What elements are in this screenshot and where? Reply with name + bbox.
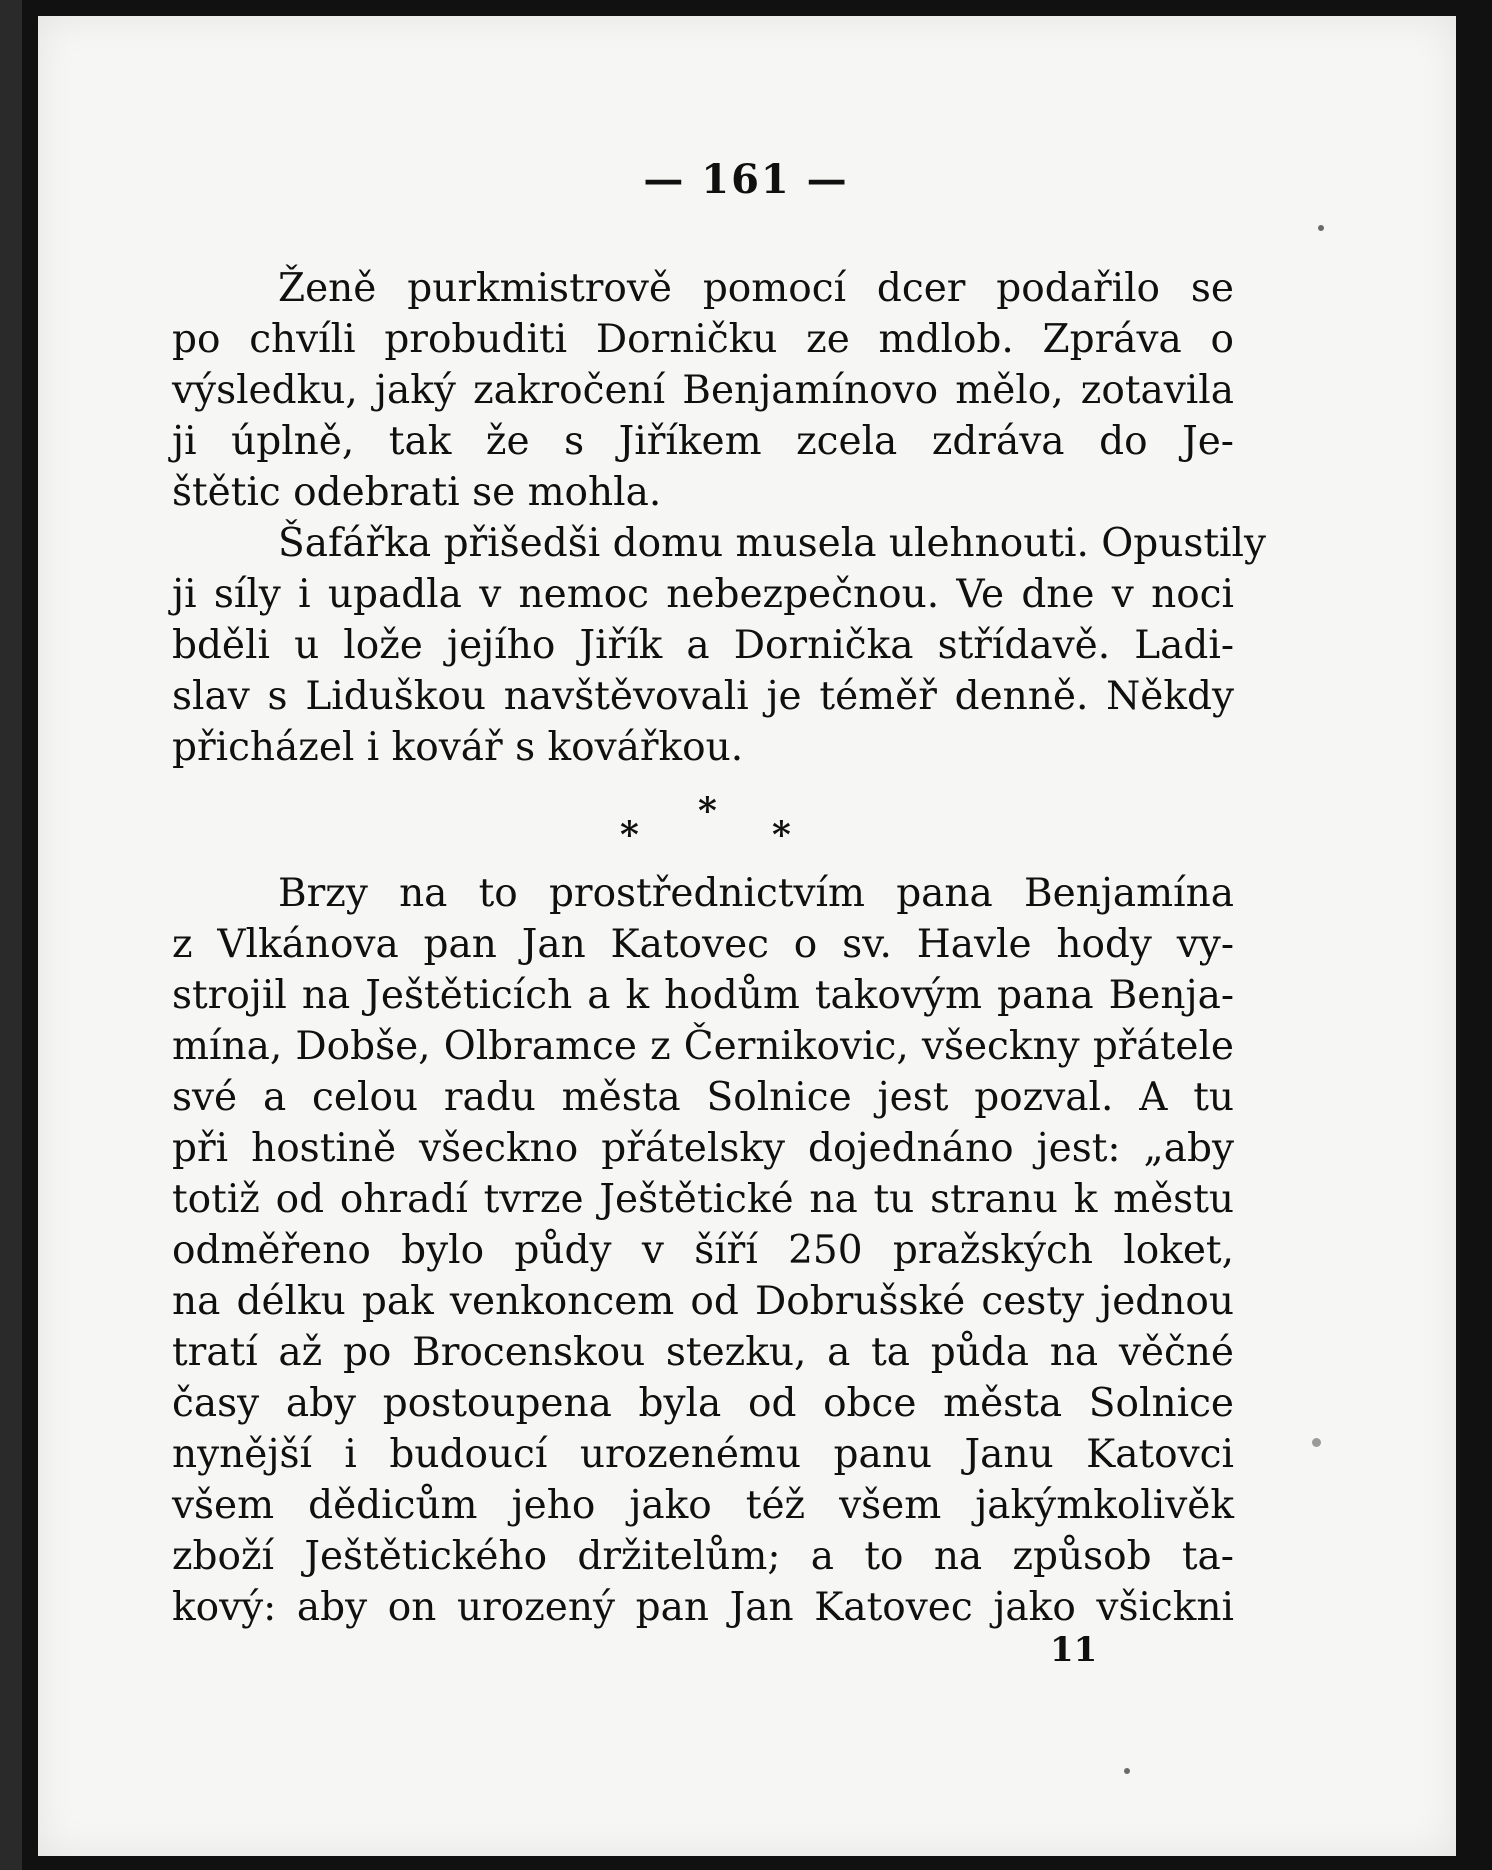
text-line: ji úplně, tak že s Jiříkem zcela zdráva do Je- xyxy=(172,419,1234,464)
text-line: Brzy na to prostřednictvím pana Benjamína xyxy=(278,871,1234,916)
text-line: Ženě purkmistrově pomocí dcer podařilo se xyxy=(278,266,1234,311)
asterism-star: * xyxy=(698,790,717,832)
text-line: slav s Liduškou navštěvovali je téměř denně. Někdy xyxy=(172,674,1234,719)
text-line: kový: aby on urozený pan Jan Katovec jako všickni xyxy=(172,1585,1234,1630)
text-line: strojil na Ještěticích a k hodům takovým pana Benja- xyxy=(172,973,1234,1018)
page-number: — 161 — xyxy=(643,156,849,203)
scan-speck xyxy=(1124,1768,1130,1774)
text-line: bděli u lože jejího Jiřík a Dornička střídavě. Ladi- xyxy=(172,623,1234,668)
text-line: mína, Dobše, Olbramce z Černikovic, všeckny přátele xyxy=(172,1024,1234,1069)
text-line: zboží Ještětického držitelům; a to na způsob ta- xyxy=(172,1534,1234,1579)
text-line: z Vlkánova pan Jan Katovec o sv. Havle hody vy- xyxy=(172,922,1234,967)
text-line: přicházel i kovář s kovářkou. xyxy=(172,725,744,770)
facing-page-edge xyxy=(0,0,22,1870)
section-break-asterism xyxy=(600,790,800,870)
paragraph-3 xyxy=(172,868,1234,1633)
text-line: odměřeno bylo půdy v šíří 250 pražských loket, xyxy=(172,1228,1234,1273)
text-line: ji síly i upadla v nemoc nebezpečnou. Ve dne v noci xyxy=(172,572,1234,617)
text-line: výsledku, jaký zakročení Benjamínovo mělo, zotavila xyxy=(172,368,1234,413)
paragraph-1 xyxy=(172,263,1234,518)
asterism-star: * xyxy=(620,814,639,856)
text-line: na délku pak venkoncem od Dobrušské cesty jednou xyxy=(172,1279,1234,1324)
text-line: nynější i budoucí urozenému panu Janu Katovci xyxy=(172,1432,1234,1477)
paragraph-2 xyxy=(172,518,1267,773)
text-line: totiž od ohradí tvrze Ještětické na tu stranu k městu xyxy=(172,1177,1234,1222)
signature-mark: 11 xyxy=(1050,1630,1098,1670)
scan-speck xyxy=(1318,225,1324,231)
text-line: časy aby postoupena byla od obce města Solnice xyxy=(172,1381,1234,1426)
text-line: při hostině všeckno přátelsky dojednáno jest: „aby xyxy=(172,1126,1234,1171)
asterism-star: * xyxy=(772,814,791,856)
text-line: tratí až po Brocenskou stezku, a ta půda na věčné xyxy=(172,1330,1234,1375)
text-line: štětic odebrati se mohla. xyxy=(172,470,662,515)
text-line: všem dědicům jeho jako též všem jakýmkolivěk xyxy=(172,1483,1234,1528)
text-line: své a celou radu města Solnice jest pozval. A tu xyxy=(172,1075,1234,1120)
scan-speck xyxy=(1312,1438,1321,1447)
text-line: po chvíli probuditi Dorničku ze mdlob. Zpráva o xyxy=(172,317,1234,362)
text-line: Šafářka přišedši domu musela ulehnouti. Opustily xyxy=(278,521,1267,566)
